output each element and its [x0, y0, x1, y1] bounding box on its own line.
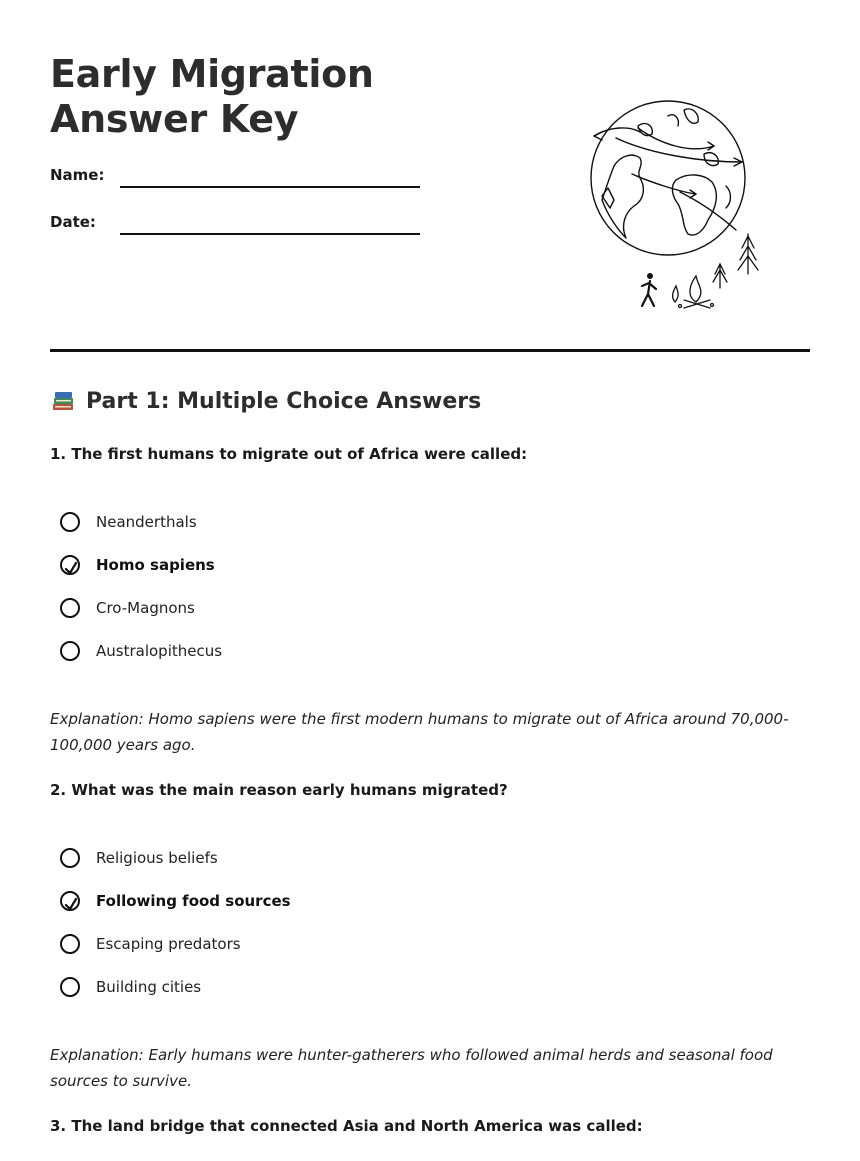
- radio-button[interactable]: [60, 934, 80, 954]
- radio-button-checked[interactable]: [60, 555, 80, 575]
- radio-button[interactable]: [60, 641, 80, 661]
- option-label: Escaping predators: [96, 935, 241, 953]
- q1-option-neanderthals[interactable]: [60, 509, 197, 535]
- q1-option-cro-magnons[interactable]: [60, 595, 195, 621]
- checkmark-icon: [59, 554, 85, 580]
- option-label: Cro-Magnons: [96, 599, 195, 617]
- question-2-prompt: 2. What was the main reason early humans migrated?: [50, 781, 508, 799]
- option-label: Neanderthals: [96, 513, 197, 531]
- q2-option-religious-beliefs[interactable]: [60, 845, 218, 871]
- books-icon: [50, 388, 76, 414]
- section-heading: [50, 388, 481, 414]
- question-1-explanation: Explanation: Homo sapiens were the first modern humans to migrate out of Africa around 70,000-100,000 years ago.: [50, 710, 789, 754]
- option-label: Building cities: [96, 978, 202, 996]
- question-3-prompt: 3. The land bridge that connected Asia and North America was called:: [50, 1117, 643, 1135]
- radio-button[interactable]: [60, 977, 80, 997]
- q2-option-building-cities[interactable]: [60, 974, 201, 1000]
- radio-button-checked[interactable]: [60, 891, 80, 911]
- radio-button[interactable]: [60, 598, 80, 618]
- migration-globe-illustration: [580, 96, 760, 316]
- question-2-explanation: Explanation: Early humans were hunter-gatherers who followed animal herds and seasonal food sources to survive.: [50, 1046, 773, 1090]
- name-label: Name:: [50, 166, 105, 184]
- page-title: Early Migration Answer Key: [50, 52, 374, 141]
- date-label: Date:: [50, 213, 96, 231]
- human-walking-icon: [642, 273, 656, 306]
- q2-option-escaping-predators[interactable]: [60, 931, 241, 957]
- option-label: Religious beliefs: [96, 849, 218, 867]
- radio-button[interactable]: [60, 512, 80, 532]
- tree-icon: [713, 234, 758, 288]
- checkmark-icon: [59, 890, 85, 916]
- option-label: Australopithecus: [96, 642, 223, 660]
- radio-button[interactable]: [60, 848, 80, 868]
- section-divider: [50, 349, 810, 352]
- q1-option-homo-sapiens[interactable]: [60, 552, 215, 578]
- globe-icon: [591, 101, 745, 255]
- q1-option-australopithecus[interactable]: [60, 638, 222, 664]
- section-title-text: Part 1: Multiple Choice Answers: [86, 388, 482, 414]
- question-1-prompt: 1. The first humans to migrate out of Africa were called:: [50, 445, 528, 463]
- q2-option-following-food-sources[interactable]: [60, 888, 291, 914]
- date-field[interactable]: [120, 233, 420, 235]
- option-label: Homo sapiens: [96, 556, 215, 574]
- campfire-icon: [673, 276, 714, 308]
- name-field[interactable]: [120, 186, 420, 188]
- option-label: Following food sources: [96, 892, 291, 910]
